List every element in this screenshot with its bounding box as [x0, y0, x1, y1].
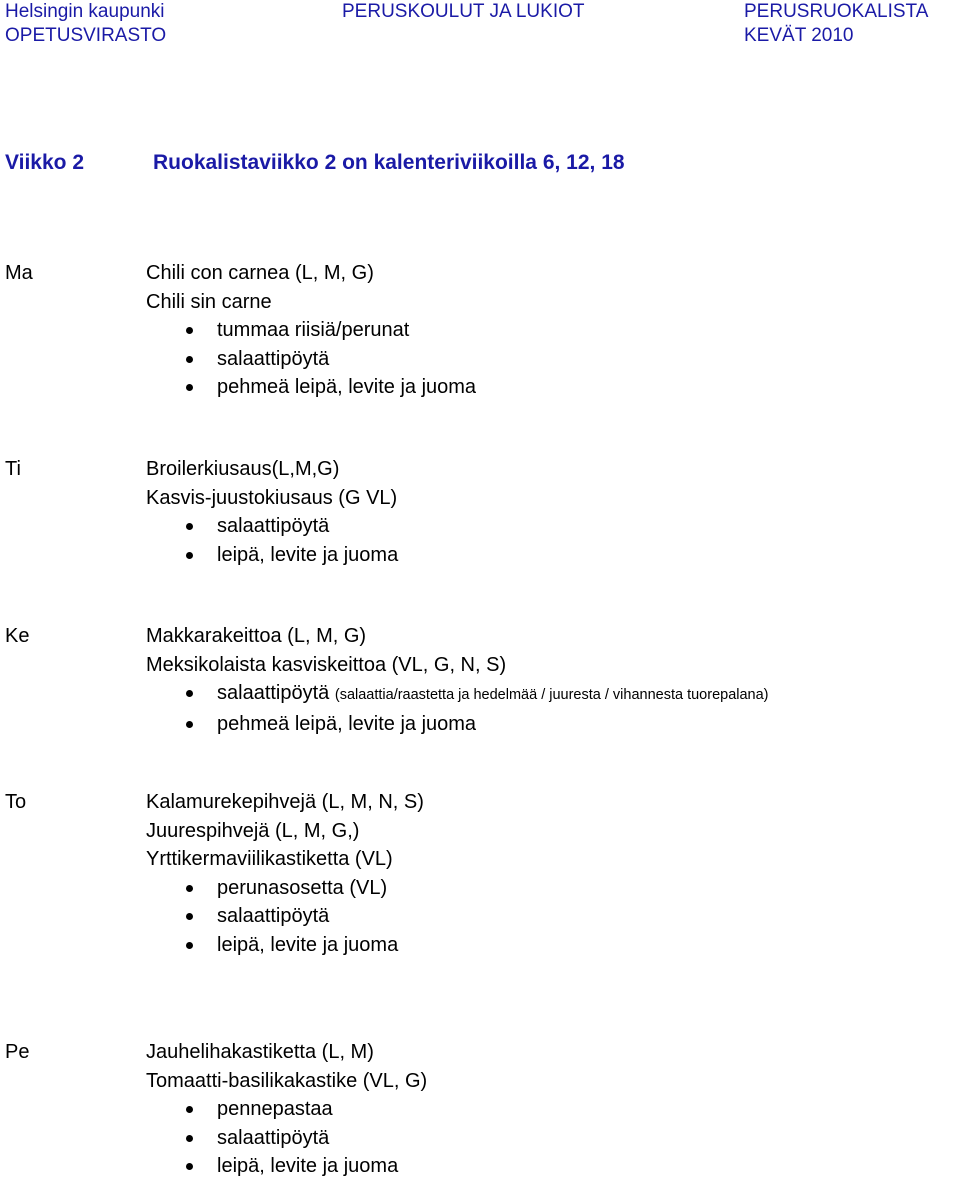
menu-item: Jauhelihakastiketta (L, M)	[146, 1041, 374, 1063]
menu-item	[146, 902, 424, 931]
menu-item: Broilerkiusaus(L,M,G)	[146, 458, 340, 480]
menu-list-ma	[146, 259, 476, 402]
bullet-icon	[186, 552, 193, 559]
bullet-icon	[186, 523, 193, 530]
menu-item	[146, 874, 424, 903]
menu-item	[146, 931, 424, 960]
menu-item-text: tummaa riisiä/perunat	[217, 319, 410, 341]
menu-item-text: salaattipöytä	[217, 515, 330, 537]
menu-item	[146, 679, 769, 710]
menu-item-text: pehmeä leipä, levite ja juoma	[217, 712, 477, 735]
week-description: Ruokalistaviikko 2 on kalenteriviikoilla 6, 12, 18	[153, 151, 625, 174]
header-dept: OPETUSVIRASTO	[5, 25, 167, 46]
menu-list-to	[146, 788, 424, 959]
day-label-ti: Ti	[5, 458, 21, 480]
menu-item-text: perunasosetta (VL)	[217, 876, 388, 899]
menu-item: Makkarakeittoa (L, M, G)	[146, 625, 367, 647]
day-label-ke: Ke	[5, 625, 30, 647]
menu-item	[146, 316, 476, 345]
menu-item: Yrttikermaviilikastiketta (VL)	[146, 848, 393, 870]
menu-list-ti	[146, 455, 398, 569]
bullet-icon	[186, 327, 193, 334]
menu-item-text: salaattipöytä	[217, 905, 330, 927]
menu-item	[146, 710, 769, 739]
menu-item: Juurespihvejä (L, M, G,)	[146, 819, 360, 842]
menu-item	[146, 373, 476, 402]
menu-item-text: pennepastaa	[217, 1098, 333, 1120]
header-season: KEVÄT 2010	[744, 25, 854, 46]
bullet-icon	[186, 721, 193, 728]
bullet-icon	[186, 942, 193, 949]
menu-item-text: salaattipöytä	[217, 682, 330, 704]
bullet-icon	[186, 913, 193, 920]
bullet-icon	[186, 356, 193, 363]
bullet-icon	[186, 1163, 193, 1170]
menu-item	[146, 1152, 427, 1181]
header-menu-name: PERUSRUOKALISTA	[744, 1, 929, 22]
bullet-icon	[186, 1135, 193, 1142]
menu-list-ke	[146, 622, 769, 738]
menu-item: Tomaatti-basilikakastike (VL, G)	[146, 1069, 428, 1092]
menu-item-text: leipä, levite ja juoma	[217, 543, 399, 566]
menu-item: Chili sin carne	[146, 290, 272, 313]
menu-item-text: salaattipöytä	[217, 347, 330, 370]
menu-item	[146, 1095, 427, 1124]
menu-item-text: leipä, levite ja juoma	[217, 1155, 399, 1177]
day-label-to: To	[5, 791, 27, 813]
week-label: Viikko 2	[5, 151, 84, 174]
menu-item: Meksikolaista kasviskeittoa (VL, G, N, S)	[146, 653, 507, 676]
menu-item: Kalamurekepihvejä (L, M, N, S)	[146, 791, 424, 813]
bullet-icon	[186, 1106, 193, 1113]
menu-item: Chili con carnea (L, M, G)	[146, 262, 374, 284]
bullet-icon	[186, 690, 193, 697]
menu-list-pe	[146, 1038, 427, 1181]
menu-item-text: leipä, levite ja juoma	[217, 933, 399, 956]
bullet-icon	[186, 384, 193, 391]
header-org: Helsingin kaupunki	[5, 1, 165, 22]
day-label-ma: Ma	[5, 262, 33, 284]
menu-item: Kasvis-juustokiusaus (G VL)	[146, 486, 398, 509]
day-label-pe: Pe	[5, 1041, 30, 1063]
header-schools: PERUSKOULUT JA LUKIOT	[342, 1, 585, 22]
menu-item	[146, 541, 398, 570]
menu-item-note: (salaattia/raastetta ja hedelmää / juuresta / vihannesta tuorepalana)	[334, 687, 769, 703]
menu-item-text: pehmeä leipä, levite ja juoma	[217, 376, 477, 398]
menu-item	[146, 1124, 427, 1153]
menu-item-text: salaattipöytä	[217, 1126, 330, 1149]
menu-item	[146, 512, 398, 541]
menu-item	[146, 345, 476, 374]
bullet-icon	[186, 885, 193, 892]
